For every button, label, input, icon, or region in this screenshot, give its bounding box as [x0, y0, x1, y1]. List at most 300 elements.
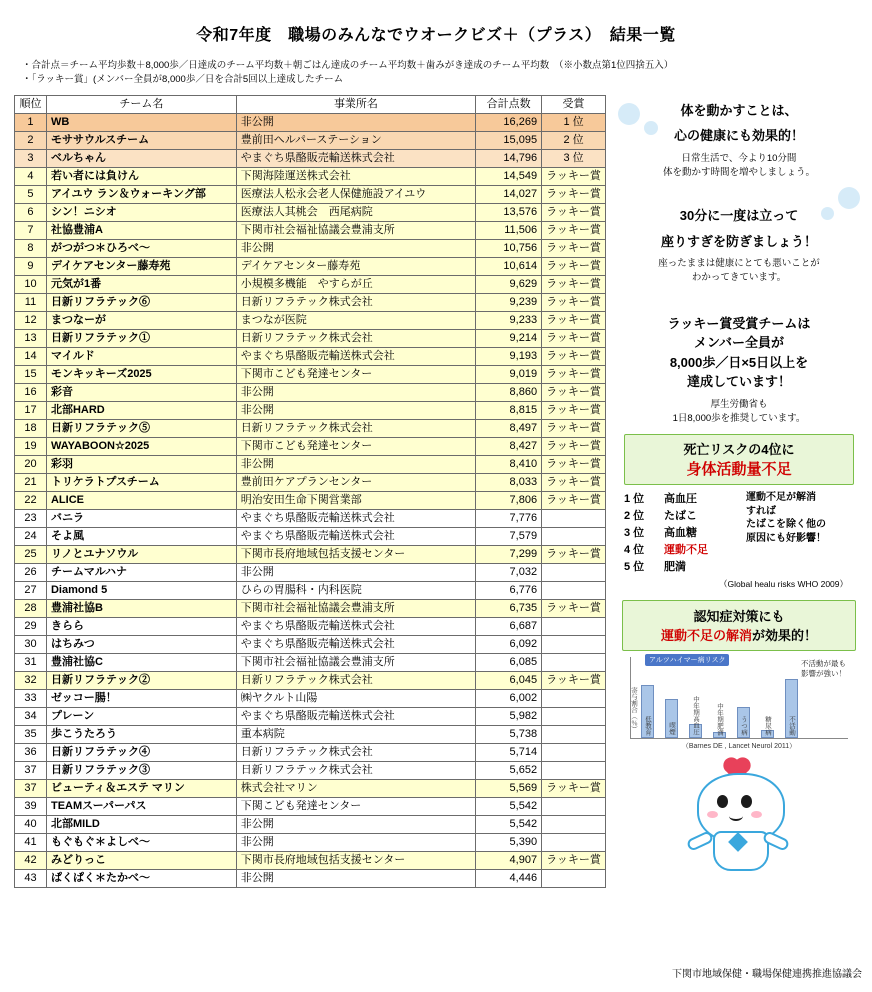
cell-score: 6,045: [476, 671, 542, 689]
header-rank: 順位: [15, 95, 47, 113]
cell-score: 5,652: [476, 761, 542, 779]
cell-team: バニラ: [46, 509, 236, 527]
risk-item-labels: [664, 491, 742, 576]
table-row: [15, 131, 606, 149]
cell-score: 9,233: [476, 311, 542, 329]
table-row: [15, 797, 606, 815]
cell-office: やまぐち県酪販売輸送株式会社: [236, 509, 475, 527]
chart-bar: [689, 696, 702, 738]
risk-note-line-2: すれば: [746, 505, 776, 517]
cell-office: 非公開: [236, 833, 475, 851]
cell-office: 下関市こども発達センター: [236, 365, 475, 383]
table-row: [15, 725, 606, 743]
cell-office: やまぐち県酪販売輸送株式会社: [236, 707, 475, 725]
cell-award: [542, 653, 606, 671]
cell-rank: 17: [15, 401, 47, 419]
chart-annotation-line-1: 不活動が最も: [801, 659, 846, 669]
cell-office: 日新リフラテック株式会社: [236, 671, 475, 689]
notes-block: [22, 59, 872, 87]
cell-office: 下関市こども発達センター: [236, 437, 475, 455]
cell-team: プレーン: [46, 707, 236, 725]
cell-office: 下関市社会福祉協議会豊浦支所: [236, 653, 475, 671]
table-row: [15, 833, 606, 851]
cell-team: まつなーが: [46, 311, 236, 329]
chart-bar: [665, 699, 678, 738]
cell-award: ラッキー賞: [542, 671, 606, 689]
cell-team: 元気が1番: [46, 275, 236, 293]
cell-score: 6,002: [476, 689, 542, 707]
panel2-sub-1: 座ったままは健康にとても悪いことが: [658, 258, 820, 270]
cell-award: ラッキー賞: [542, 275, 606, 293]
cell-team: Diamond 5: [46, 581, 236, 599]
table-row: [15, 311, 606, 329]
cell-rank: 18: [15, 419, 47, 437]
content-layout: [0, 95, 872, 888]
cell-score: 14,027: [476, 185, 542, 203]
table-row: [15, 815, 606, 833]
sidebar-column: [608, 95, 872, 876]
chart-bar-label: 中年期高血圧: [692, 696, 699, 736]
cell-rank: 30: [15, 635, 47, 653]
table-body: [15, 113, 606, 887]
cell-office: 非公開: [236, 455, 475, 473]
cell-award: ラッキー賞: [542, 473, 606, 491]
cell-award: ラッキー賞: [542, 167, 606, 185]
dementia-title-line-2: [625, 625, 853, 644]
header-award: 受賞: [542, 95, 606, 113]
table-row: [15, 365, 606, 383]
cell-score: 8,427: [476, 437, 542, 455]
cell-rank: 25: [15, 545, 47, 563]
chart-bar-label: 喫煙: [668, 722, 675, 736]
panel3-line-3: 8,000歩／日×5日以上を: [669, 354, 809, 370]
risk-item-3: 高血糖: [664, 527, 697, 540]
cell-score: 6,092: [476, 635, 542, 653]
cell-score: 5,542: [476, 815, 542, 833]
cell-score: 7,032: [476, 563, 542, 581]
cell-score: 5,569: [476, 779, 542, 797]
cell-rank: 15: [15, 365, 47, 383]
cell-award: [542, 743, 606, 761]
decor-bubble-3: [838, 187, 860, 209]
cell-rank: 22: [15, 491, 47, 509]
cell-score: 6,687: [476, 617, 542, 635]
cell-rank: 23: [15, 509, 47, 527]
cell-score: 5,542: [476, 797, 542, 815]
cell-score: 5,738: [476, 725, 542, 743]
cell-award: 3 位: [542, 149, 606, 167]
decor-bubble-1: [618, 103, 640, 125]
cell-office: まつなが医院: [236, 311, 475, 329]
cell-score: 5,390: [476, 833, 542, 851]
panel2-headline-1: 30分に一度は立って: [679, 208, 799, 224]
table-row: [15, 689, 606, 707]
cell-office: 明治安田生命下関営業部: [236, 491, 475, 509]
cell-rank: 26: [15, 563, 47, 581]
cell-award: ラッキー賞: [542, 851, 606, 869]
cell-team: ベルちゃん: [46, 149, 236, 167]
cell-team: はちみつ: [46, 635, 236, 653]
cell-rank: 36: [15, 743, 47, 761]
cell-rank: 33: [15, 689, 47, 707]
risk-rank-5: 5 位: [624, 561, 645, 574]
cell-award: ラッキー賞: [542, 545, 606, 563]
table-row: [15, 455, 606, 473]
panel3-line-4: 達成しています！: [686, 374, 791, 390]
cell-office: 下関市社会福祉協議会豊浦支所: [236, 599, 475, 617]
cell-score: 10,614: [476, 257, 542, 275]
death-risk-box: [624, 434, 854, 485]
cell-office: 非公開: [236, 239, 475, 257]
cell-office: 日新リフラテック株式会社: [236, 419, 475, 437]
mascot-mouth: [729, 811, 743, 821]
dementia-title-line-1: 認知症対策にも: [693, 609, 785, 625]
chart-bar: [713, 702, 726, 738]
risk-source: （Global healu risks WHO 2009）: [719, 579, 848, 590]
cell-office: 非公開: [236, 383, 475, 401]
cell-rank: 35: [15, 725, 47, 743]
risk-rank-2: 2 位: [624, 510, 645, 523]
panel1-sub-2: 体を動かす時間を増やしましょう。: [662, 166, 815, 178]
cell-award: [542, 833, 606, 851]
cell-rank: 12: [15, 311, 47, 329]
cell-score: 10,756: [476, 239, 542, 257]
panel1-headline-2: 心の健康にも効果的！: [673, 128, 804, 144]
cell-team: モササウルスチーム: [46, 131, 236, 149]
cell-rank: 34: [15, 707, 47, 725]
alzheimer-risk-chart: [630, 657, 848, 739]
cell-score: 16,269: [476, 113, 542, 131]
cell-office: やまぐち県酪販売輸送株式会社: [236, 527, 475, 545]
cell-award: ラッキー賞: [542, 239, 606, 257]
cell-score: 8,033: [476, 473, 542, 491]
cell-award: ラッキー賞: [542, 779, 606, 797]
cell-award: ラッキー賞: [542, 383, 606, 401]
header-team: チーム名: [46, 95, 236, 113]
cell-office: やまぐち県酪販売輸送株式会社: [236, 617, 475, 635]
chart-bar-label: 低教育: [644, 715, 651, 736]
risk-note-line-4: 原因にも好影響！: [746, 532, 826, 544]
table-row: [15, 167, 606, 185]
cell-award: [542, 617, 606, 635]
chart-bar-label: うつ病: [740, 715, 747, 736]
panel-lucky-award: [614, 314, 864, 427]
dementia-title-rest: が効果的！: [752, 628, 818, 644]
cell-score: 6,735: [476, 599, 542, 617]
table-row: [15, 851, 606, 869]
cell-rank: 28: [15, 599, 47, 617]
cell-score: 4,446: [476, 869, 542, 887]
cell-office: やまぐち県酪販売輸送株式会社: [236, 149, 475, 167]
table-row: [15, 761, 606, 779]
cell-award: [542, 725, 606, 743]
risk-note-line-3: たばこを除く他の: [746, 519, 826, 531]
cell-score: 4,907: [476, 851, 542, 869]
table-header-row: [15, 95, 606, 113]
risk-item-2: たばこ: [664, 510, 697, 523]
cell-office: 豊前田ケアプランセンター: [236, 473, 475, 491]
mascot-cheek-right: [751, 811, 762, 818]
cell-office: 株式会社マリン: [236, 779, 475, 797]
cell-rank: 39: [15, 797, 47, 815]
cell-team: ゼッコー腸！: [46, 689, 236, 707]
table-row: [15, 113, 606, 131]
cell-office: やまぐち県酪販売輸送株式会社: [236, 347, 475, 365]
cell-office: 下関市長府地域包括支援センター: [236, 545, 475, 563]
cell-award: 1 位: [542, 113, 606, 131]
cell-team: 歩こうたろう: [46, 725, 236, 743]
cell-team: デイケアセンター藤寿苑: [46, 257, 236, 275]
mascot-cheek-left: [707, 811, 718, 818]
cell-team: 日新リフラテック③: [46, 761, 236, 779]
cell-team: ビューティ＆エステ マリン: [46, 779, 236, 797]
cell-rank: 16: [15, 383, 47, 401]
cell-office: デイケアセンター藤寿苑: [236, 257, 475, 275]
cell-score: 11,506: [476, 221, 542, 239]
cell-rank: 20: [15, 455, 47, 473]
table-row: [15, 545, 606, 563]
cell-team: 豊浦社協C: [46, 653, 236, 671]
cell-team: マイルド: [46, 347, 236, 365]
mascot-illustration: [679, 765, 799, 875]
cell-team: きらら: [46, 617, 236, 635]
risk-ranking-list: [624, 491, 864, 576]
cell-team: 彩羽: [46, 455, 236, 473]
cell-office: 日新リフラテック株式会社: [236, 743, 475, 761]
table-row: [15, 275, 606, 293]
chart-source: （Barnes DE , Lancet Neurol 2011）: [681, 743, 797, 751]
cell-rank: 10: [15, 275, 47, 293]
cell-office: 非公開: [236, 113, 475, 131]
cell-team: がつがつ＊ひろべ～: [46, 239, 236, 257]
cell-score: 7,299: [476, 545, 542, 563]
dementia-title-highlight: 運動不足の解消: [660, 628, 752, 644]
decor-bubble-4: [821, 207, 834, 220]
mascot-eye-right: [741, 795, 752, 808]
table-row: [15, 617, 606, 635]
chart-annotation: [801, 659, 846, 679]
chart-bars: [641, 666, 798, 738]
cell-rank: 27: [15, 581, 47, 599]
cell-team: そよ風: [46, 527, 236, 545]
header-score: 合計点数: [476, 95, 542, 113]
panel1-headline-1: 体を動かすことは、: [680, 102, 798, 118]
page-title: 令和7年度 職場のみんなでウオークビズ＋（プラス） 結果一覧: [196, 27, 676, 44]
cell-team: 北部MILD: [46, 815, 236, 833]
risk-note: [746, 491, 842, 576]
cell-office: 重本病院: [236, 725, 475, 743]
cell-rank: 6: [15, 203, 47, 221]
cell-score: 9,239: [476, 293, 542, 311]
cell-office: 下関海陸運送株式会社: [236, 167, 475, 185]
table-row: [15, 203, 606, 221]
chart-annotation-line-2: 影響が強い！: [801, 668, 846, 678]
cell-team: 日新リフラテック②: [46, 671, 236, 689]
cell-award: ラッキー賞: [542, 293, 606, 311]
cell-award: [542, 509, 606, 527]
cell-team: 日新リフラテック⑥: [46, 293, 236, 311]
cell-rank: 37: [15, 779, 47, 797]
cell-rank: 4: [15, 167, 47, 185]
table-row: [15, 347, 606, 365]
panel3-line-1: ラッキー賞受賞チームは: [667, 315, 811, 331]
cell-team: チームマルハナ: [46, 563, 236, 581]
note-line-2: ・「ラッキー賞」(メンバー全員が8,000歩／日を合計5回以上達成したチーム: [22, 73, 344, 85]
results-column: [0, 95, 608, 888]
cell-score: 5,714: [476, 743, 542, 761]
cell-team: 日新リフラテック⑤: [46, 419, 236, 437]
cell-office: 小規模多機能 やすらが丘: [236, 275, 475, 293]
cell-award: ラッキー賞: [542, 365, 606, 383]
cell-award: [542, 527, 606, 545]
risk-item-4: 運動不足: [664, 544, 708, 557]
cell-award: ラッキー賞: [542, 329, 606, 347]
cell-office: 非公開: [236, 563, 475, 581]
table-row: [15, 743, 606, 761]
cell-award: ラッキー賞: [542, 491, 606, 509]
cell-score: 9,193: [476, 347, 542, 365]
cell-office: 下関市長府地域包括支援センター: [236, 851, 475, 869]
risk-rank-labels: [624, 491, 664, 576]
table-row: [15, 329, 606, 347]
cell-rank: 3: [15, 149, 47, 167]
cell-rank: 43: [15, 869, 47, 887]
cell-office: ㈱ヤクルト山陽: [236, 689, 475, 707]
cell-office: ひらの胃腸科・内科医院: [236, 581, 475, 599]
risk-rank-3: 3 位: [624, 527, 645, 540]
cell-score: 8,497: [476, 419, 542, 437]
table-row: [15, 707, 606, 725]
table-row: [15, 671, 606, 689]
footer-organization: 下関市地域保健・職場保健連携推進協議会: [672, 969, 862, 980]
cell-team: WAYABOON☆2025: [46, 437, 236, 455]
cell-office: 非公開: [236, 815, 475, 833]
cell-team: モンキッキーズ2025: [46, 365, 236, 383]
table-row: [15, 869, 606, 887]
risk-note-line-1: 運動不足が解消: [746, 492, 816, 504]
table-row: [15, 257, 606, 275]
cell-score: 6,776: [476, 581, 542, 599]
cell-team: ALICE: [46, 491, 236, 509]
cell-rank: 11: [15, 293, 47, 311]
table-row: [15, 509, 606, 527]
table-row: [15, 401, 606, 419]
table-row: [15, 527, 606, 545]
header-office: 事業所名: [236, 95, 475, 113]
cell-office: 医療法人松永会老人保健施設アイユウ: [236, 185, 475, 203]
cell-rank: 24: [15, 527, 47, 545]
risk-title-line-1: 死亡リスクの4位に: [683, 442, 795, 458]
decor-bubble-2: [644, 121, 658, 135]
cell-team: みどりっこ: [46, 851, 236, 869]
table-row: [15, 563, 606, 581]
panel3-line-2: メンバー全員が: [693, 335, 785, 351]
cell-award: [542, 635, 606, 653]
cell-award: [542, 689, 606, 707]
table-row: [15, 491, 606, 509]
cell-score: 6,085: [476, 653, 542, 671]
cell-rank: 37: [15, 761, 47, 779]
cell-rank: 29: [15, 617, 47, 635]
cell-team: アイユウ ラン＆ウォーキング部: [46, 185, 236, 203]
cell-award: ラッキー賞: [542, 455, 606, 473]
risk-title-line-2: 身体活動量不足: [686, 461, 792, 479]
risk-rank-4: 4 位: [624, 544, 645, 557]
cell-rank: 40: [15, 815, 47, 833]
cell-score: 7,776: [476, 509, 542, 527]
cell-office: 日新リフラテック株式会社: [236, 293, 475, 311]
cell-office: 下関市社会福祉協議会豊浦支所: [236, 221, 475, 239]
cell-award: [542, 797, 606, 815]
cell-score: 7,579: [476, 527, 542, 545]
chart-bar: [761, 715, 774, 738]
cell-rank: 13: [15, 329, 47, 347]
cell-award: [542, 707, 606, 725]
cell-award: [542, 563, 606, 581]
table-header: [15, 95, 606, 113]
cell-award: ラッキー賞: [542, 419, 606, 437]
cell-award: [542, 581, 606, 599]
panel2-headline-2: 座りすぎを防ぎましょう！: [660, 233, 817, 249]
table-row: [15, 221, 606, 239]
chart-bar: [641, 685, 654, 738]
cell-rank: 9: [15, 257, 47, 275]
cell-team: TEAMスーパーパス: [46, 797, 236, 815]
cell-team: 北部HARD: [46, 401, 236, 419]
table-row: [15, 653, 606, 671]
cell-team: 若い者には負けん: [46, 167, 236, 185]
cell-award: ラッキー賞: [542, 257, 606, 275]
chart-bar-label: 中年期肥満: [716, 702, 723, 736]
cell-score: 14,796: [476, 149, 542, 167]
cell-award: 2 位: [542, 131, 606, 149]
cell-rank: 8: [15, 239, 47, 257]
cell-score: 9,214: [476, 329, 542, 347]
cell-team: シン！ニシオ: [46, 203, 236, 221]
table-row: [15, 473, 606, 491]
cell-score: 9,019: [476, 365, 542, 383]
cell-office: 医療法人其桃会 西尾病院: [236, 203, 475, 221]
cell-team: 豊浦社協B: [46, 599, 236, 617]
panel-mental-health: [614, 101, 864, 181]
panel3-sub-2: 1日8,000歩を推奨しています。: [672, 412, 806, 424]
table-row: [15, 437, 606, 455]
table-row: [15, 635, 606, 653]
cell-rank: 42: [15, 851, 47, 869]
cell-office: 非公開: [236, 869, 475, 887]
mascot-eye-left: [717, 795, 728, 808]
risk-item-1: 高血圧: [664, 493, 697, 506]
cell-score: 5,982: [476, 707, 542, 725]
cell-rank: 5: [15, 185, 47, 203]
cell-award: ラッキー賞: [542, 401, 606, 419]
dementia-box: [622, 600, 856, 651]
table-row: [15, 293, 606, 311]
cell-score: 8,815: [476, 401, 542, 419]
table-row: [15, 779, 606, 797]
table-row: [15, 599, 606, 617]
cell-team: 日新リフラテック①: [46, 329, 236, 347]
cell-team: 日新リフラテック④: [46, 743, 236, 761]
cell-rank: 2: [15, 131, 47, 149]
cell-award: [542, 869, 606, 887]
chart-bar: [785, 679, 798, 738]
cell-rank: 21: [15, 473, 47, 491]
cell-award: ラッキー賞: [542, 599, 606, 617]
cell-rank: 32: [15, 671, 47, 689]
cell-score: 7,806: [476, 491, 542, 509]
cell-rank: 19: [15, 437, 47, 455]
